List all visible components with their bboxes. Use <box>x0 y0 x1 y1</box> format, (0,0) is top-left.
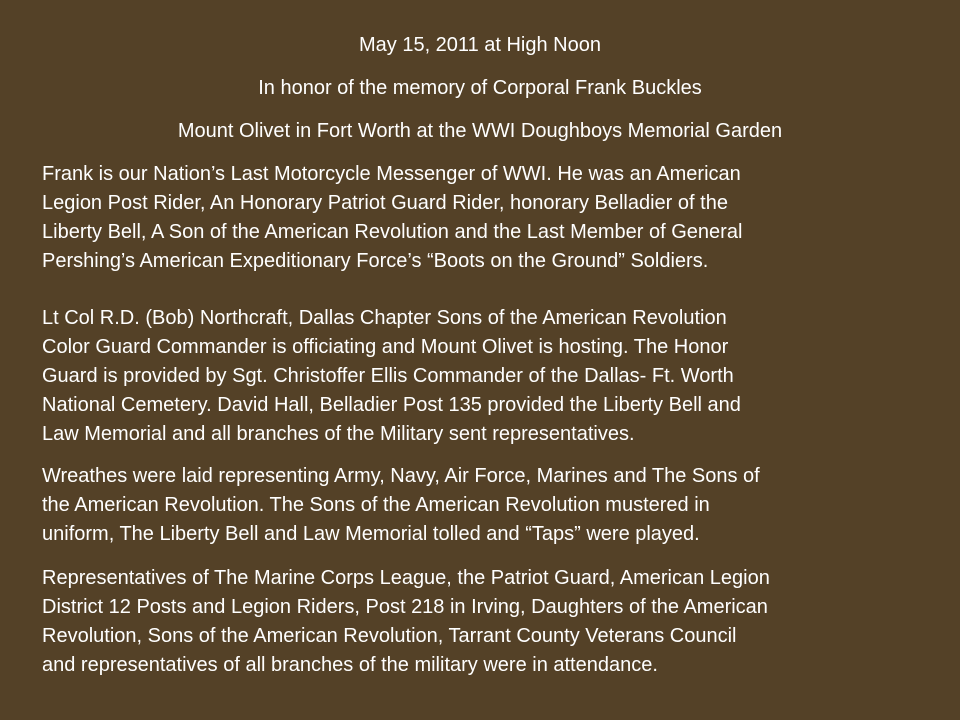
paragraph-frank-bio <box>42 160 942 276</box>
paragraph-line: National Cemetery. David Hall, Belladier Post 135 provided the Liberty Bell and <box>42 394 741 416</box>
honor-line: In honor of the memory of Corporal Frank Buckles <box>258 77 702 99</box>
date-line: May 15, 2011 at High Noon <box>358 34 601 56</box>
paragraph-line: uniform, The Liberty Bell and Law Memorial tolled and “Taps” were played. <box>42 523 700 545</box>
paragraph-line: the American Revolution. The Sons of the American Revolution mustered in <box>42 494 710 516</box>
paragraph-line: and representatives of all branches of the military were in attendance. <box>42 654 658 676</box>
paragraph-line: District 12 Posts and Legion Riders, Post 218 in Irving, Daughters of the American <box>42 596 768 618</box>
paragraph-line: Law Memorial and all branches of the Military sent representatives. <box>42 423 635 445</box>
paragraph-line: Frank is our Nation’s Last Motorcycle Messenger of WWI. He was an American <box>42 163 741 185</box>
paragraph-officiants <box>42 304 942 449</box>
paragraph-line: Representatives of The Marine Corps League, the Patriot Guard, American Legion <box>42 567 770 589</box>
paragraph-line: Revolution, Sons of the American Revolution, Tarrant County Veterans Council <box>42 625 737 647</box>
paragraph-line: Legion Post Rider, An Honorary Patriot Guard Rider, honorary Belladier of the <box>42 192 728 214</box>
paragraph-line: Guard is provided by Sgt. Christoffer Ellis Commander of the Dallas- Ft. Worth <box>42 365 734 387</box>
paragraph-wreathes <box>42 462 942 549</box>
paragraph-representatives <box>42 564 942 680</box>
location-line: Mount Olivet in Fort Worth at the WWI Doughboys Memorial Garden <box>177 120 783 142</box>
paragraph-line: Color Guard Commander is officiating and Mount Olivet is hosting. The Honor <box>42 336 729 358</box>
paragraph-line: Liberty Bell, A Son of the American Revolution and the Last Member of General <box>42 221 743 243</box>
paragraph-line: Lt Col R.D. (Bob) Northcraft, Dallas Chapter Sons of the American Revolution <box>42 307 727 329</box>
paragraph-line: Wreathes were laid representing Army, Navy, Air Force, Marines and The Sons of <box>42 465 760 487</box>
paragraph-line: Pershing’s American Expeditionary Force’s “Boots on the Ground” Soldiers. <box>42 250 709 272</box>
